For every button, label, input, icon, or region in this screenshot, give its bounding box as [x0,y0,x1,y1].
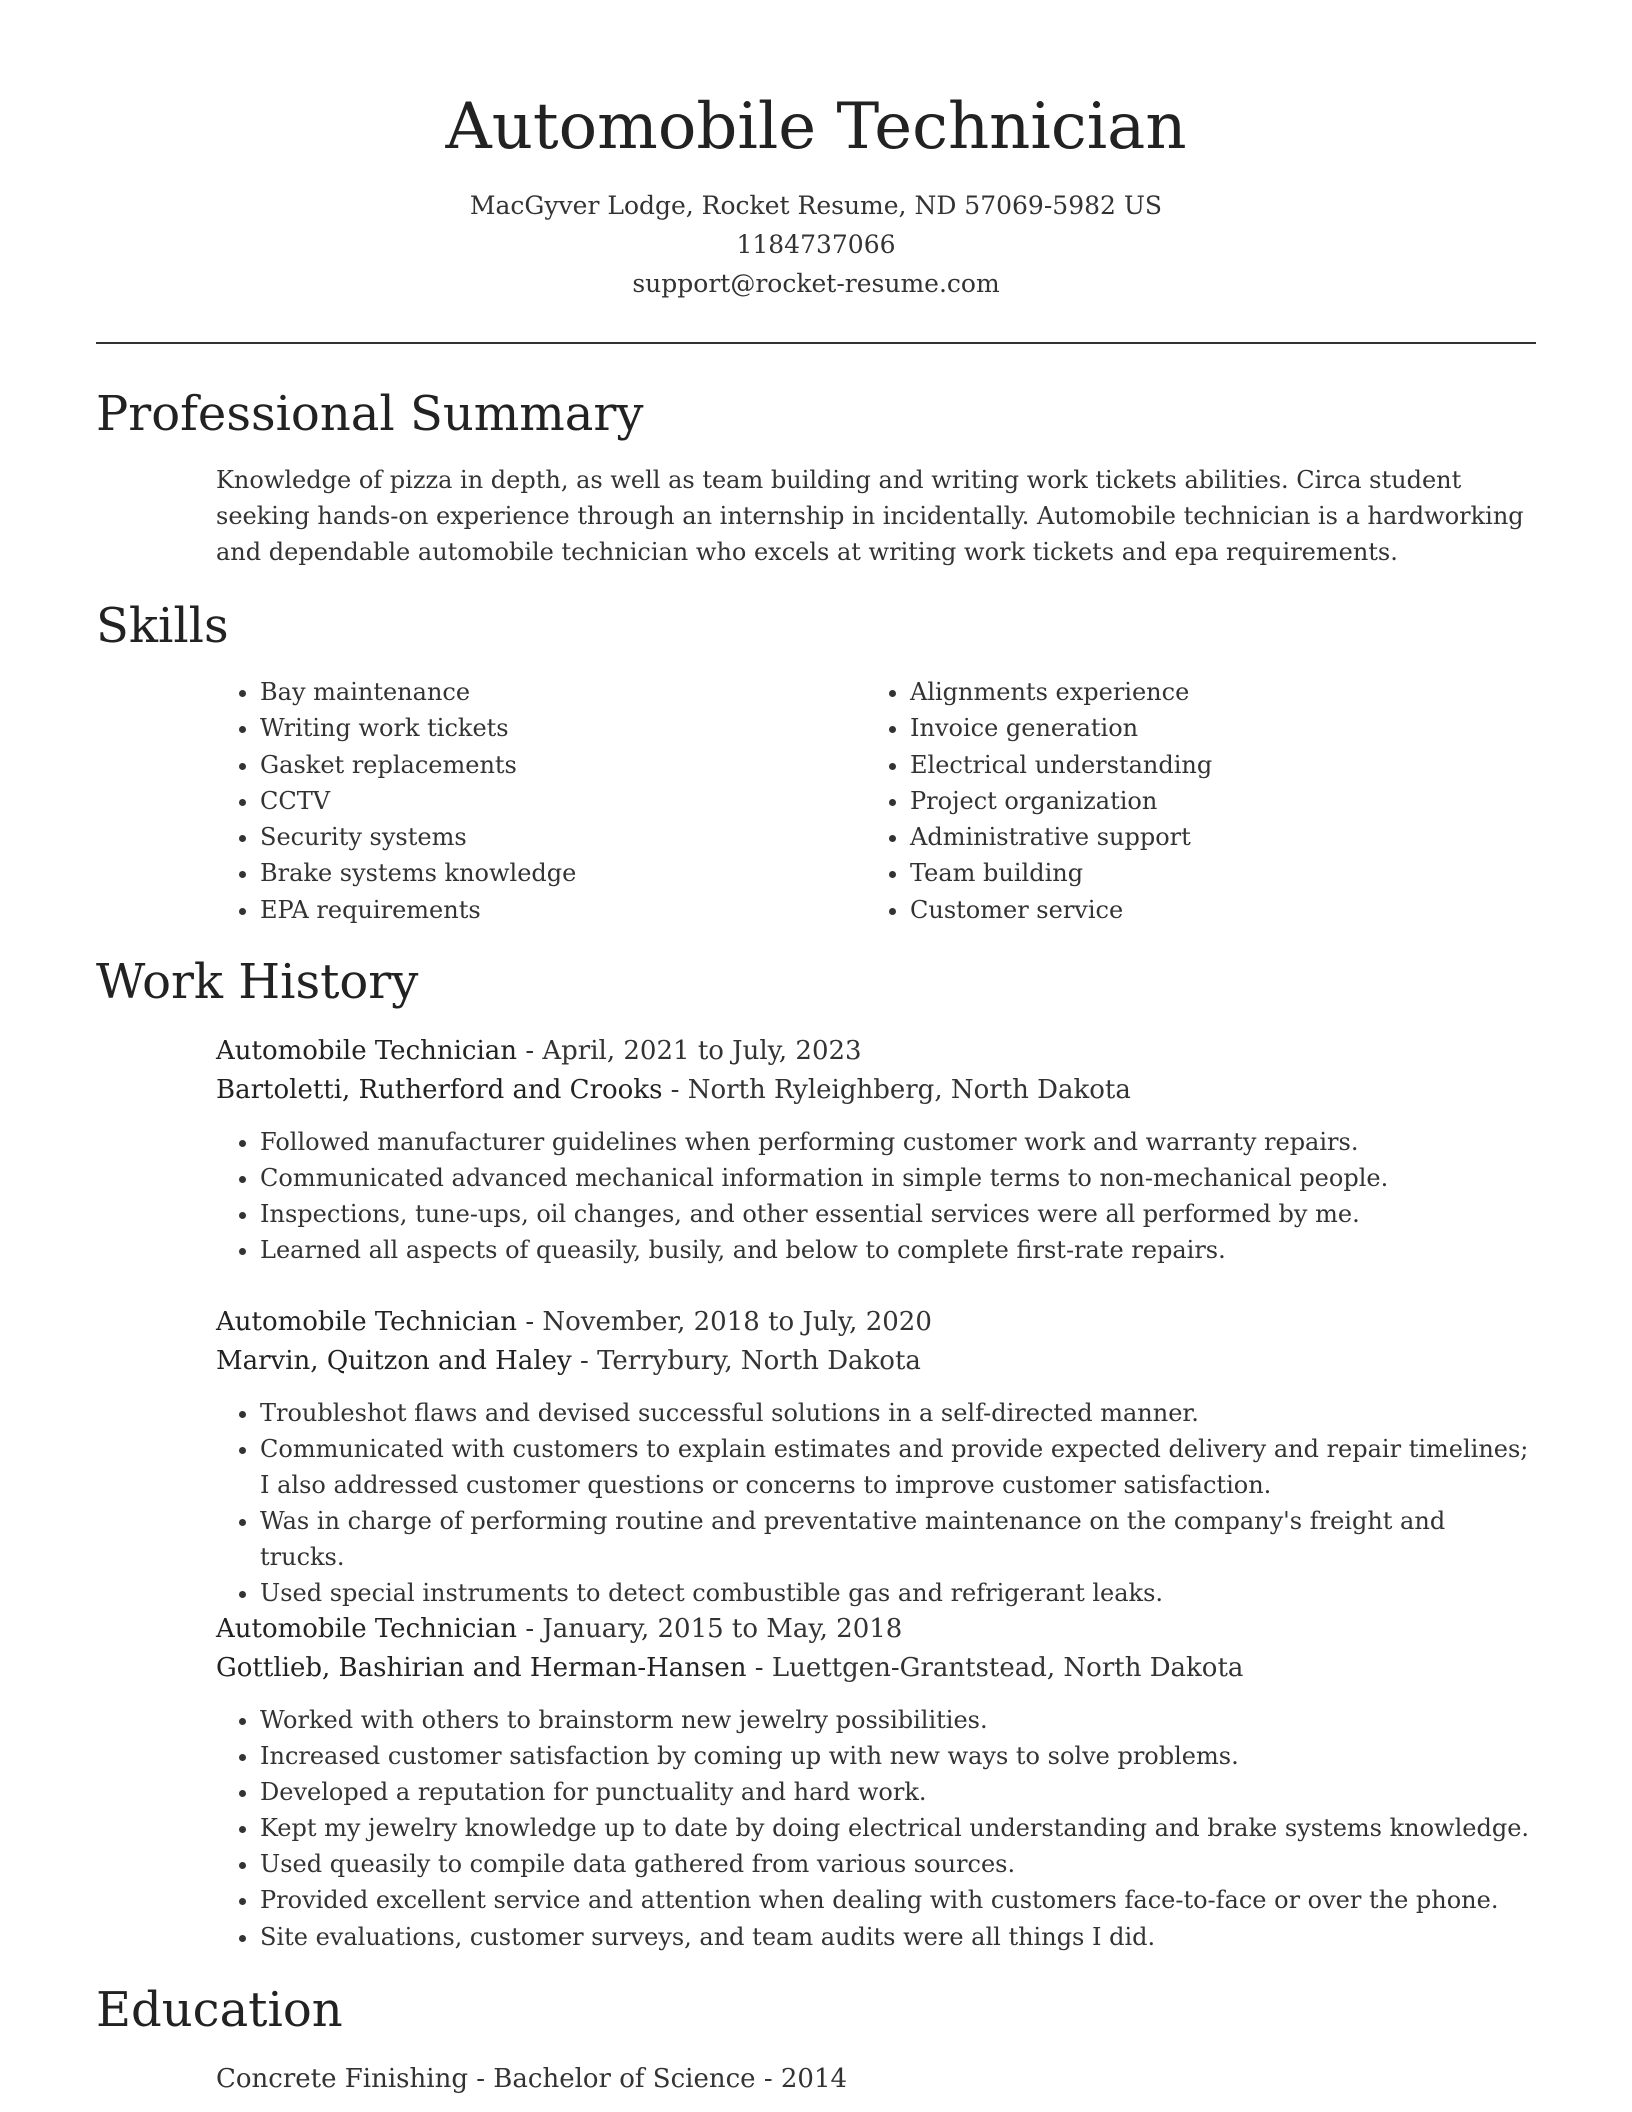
candidate-name: Automobile Technician [445,90,1187,164]
duty-item: • Followed manufacturer guidelines when performing customer work and warranty repairs. [260,1124,1536,1160]
duty-item: • Kept my jewelry knowledge up to date by doing electrical understanding and brake systems knowledge. [260,1810,1536,1846]
job-company-line [216,1342,1536,1381]
job-entry [216,1032,1536,1268]
skill-item: • Project organization [910,783,1550,819]
company-name: Marvin, Quitzon and Haley [216,1346,572,1376]
job-location: - North Ryleighberg, North Dakota [662,1075,1131,1105]
skill-item: • Alignments experience [910,674,1550,710]
skill-item: • Gasket replacements [260,747,900,783]
address: MacGyver Lodge, Rocket Resume, ND 57069-5982 US [469,191,1163,220]
duty-item: • Increased customer satisfaction by coming up with new ways to solve problems. [260,1738,1536,1774]
contact-block [0,186,1632,303]
job-location: - Luettgen-Grantstead, North Dakota [746,1653,1244,1683]
duty-item: • Provided excellent service and attention when dealing with customers face-to-face or over the phone. [260,1882,1536,1918]
company-name: Gottlieb, Bashirian and Herman-Hansen [216,1653,747,1683]
duty-item: • Developed a reputation for punctuality and hard work. [260,1774,1536,1810]
job-entry [216,1303,1536,1612]
skill-item: • Team building [910,855,1550,891]
job-duties [216,1702,1536,1955]
job-dates: - April, 2021 to July, 2023 [517,1036,862,1066]
duty-item: • Was in charge of performing routine and preventative maintenance on the company's freight and trucks. [260,1503,1536,1575]
skills-column-left [216,674,900,928]
skill-item: • Security systems [260,819,900,855]
job-dates: - January, 2015 to May, 2018 [517,1614,903,1644]
phone-number: 1184737066 [736,230,896,259]
skill-item: • Customer service [910,892,1550,928]
job-title: Automobile Technician [216,1614,518,1644]
job-title: Automobile Technician [216,1307,518,1337]
header-divider [96,342,1536,344]
duty-item: • Communicated with customers to explain estimates and provide expected delivery and repair timelines; I also addressed customer questions or concerns to improve customer satisfaction. [260,1431,1536,1503]
job-company-line [216,1071,1536,1110]
job-title-line [216,1610,1536,1649]
duty-item: • Worked with others to brainstorm new jewelry possibilities. [260,1702,1536,1738]
skill-item: • Electrical understanding [910,747,1550,783]
job-location: - Terrybury, North Dakota [571,1346,921,1376]
duty-item: • Inspections, tune-ups, oil changes, and other essential services were all performed by me. [260,1196,1536,1232]
skill-item: • Bay maintenance [260,674,900,710]
skill-item: • CCTV [260,783,900,819]
job-title-line [216,1303,1536,1342]
duty-item: • Site evaluations, customer surveys, and team audits were all things I did. [260,1919,1536,1955]
job-dates: - November, 2018 to July, 2020 [517,1307,932,1337]
education-heading: Education [96,1982,343,2038]
job-title-line [216,1032,1536,1071]
education-entry [216,2060,1536,2099]
summary-heading: Professional Summary [96,386,644,442]
skill-item: • Invoice generation [910,710,1550,746]
job-duties [216,1395,1536,1612]
duty-item: • Used queasily to compile data gathered from various sources. [260,1846,1536,1882]
skill-item: • Writing work tickets [260,710,900,746]
job-company-line [216,1649,1536,1688]
skills-heading: Skills [96,598,229,654]
summary-text: Knowledge of pizza in depth, as well as team building and writing work tickets abilities. Circa student seeking hands-on experience through an internship in incidentally. Automobile technician is a hardworking and dependable automobile technician who excels at writing work tickets and epa requirements. [216,466,1524,566]
skill-item: • Administrative support [910,819,1550,855]
duty-item: • Communicated advanced mechanical information in simple terms to non-mechanical people. [260,1160,1536,1196]
duty-item: • Troubleshot flaws and devised successful solutions in a self-directed manner. [260,1395,1536,1431]
skill-item: • EPA requirements [260,892,900,928]
job-entry [216,1610,1536,1955]
job-duties [216,1124,1536,1268]
company-name: Bartoletti, Rutherford and Crooks [216,1075,663,1105]
job-title: Automobile Technician [216,1036,518,1066]
skills-column-right [866,674,1550,928]
work-history-heading: Work History [96,954,419,1010]
duty-item: • Used special instruments to detect combustible gas and refrigerant leaks. [260,1575,1536,1611]
resume-header [0,82,1632,303]
email-address: support@rocket-resume.com [632,269,1000,298]
duty-item: • Learned all aspects of queasily, busily, and below to complete first-rate repairs. [260,1232,1536,1268]
degree-line: Concrete Finishing - Bachelor of Science - 2014 [216,2064,848,2094]
skill-item: • Brake systems knowledge [260,855,900,891]
